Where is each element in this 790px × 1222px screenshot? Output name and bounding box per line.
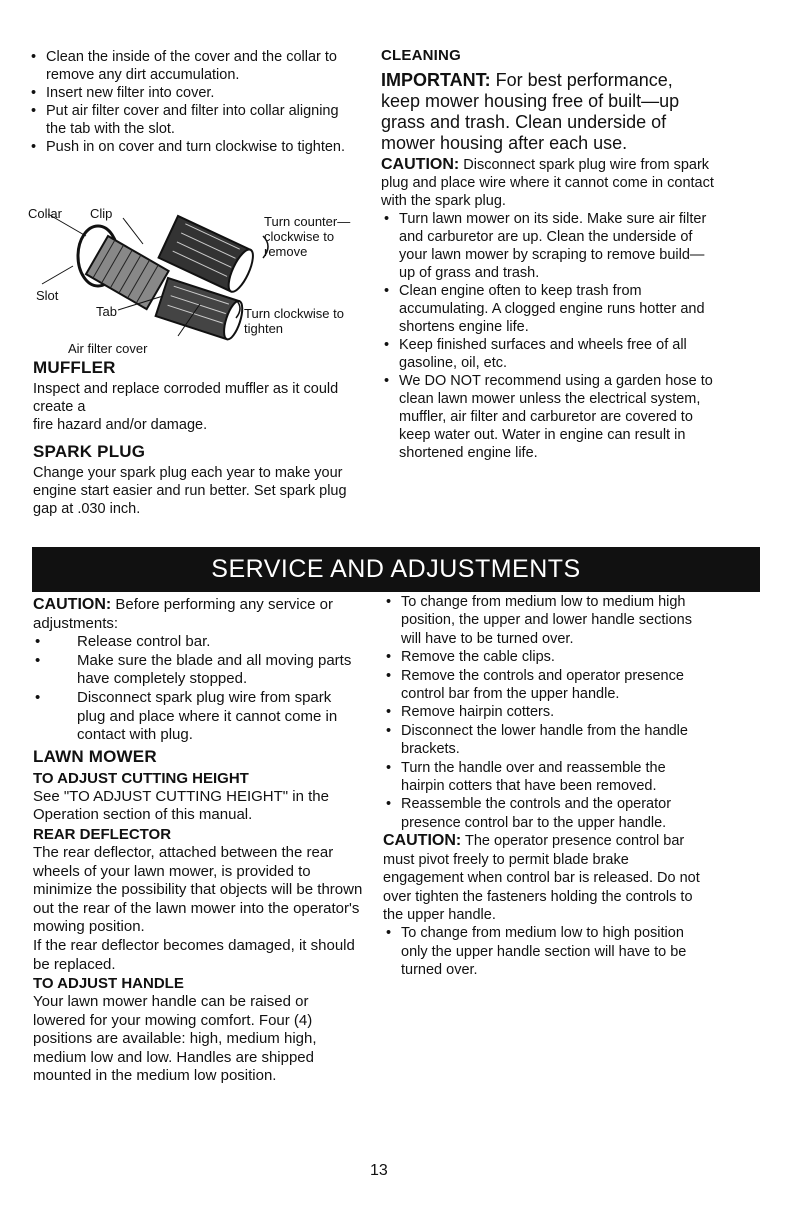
list-item: • Remove hairpin cotters. [383,703,713,721]
rear-deflector-text: The rear deflector, attached between the rear wheels of your lawn mower, is provided to minimize the possibility that objects will be thrown out the rear of the lawn mower into the operator's mowing position. [33,843,363,936]
page-number: 13 [370,1162,388,1179]
list-item: • Reassemble the controls and the operator presence control bar to the upper handle. [383,795,713,832]
cutting-height-text: See "TO ADJUST CUTTING HEIGHT" in the Operation section of this manual. [33,787,329,824]
label-clip: Clip [90,206,113,221]
list-item: • Push in on cover and turn clockwise to tighten. [28,138,346,156]
list-item: • Insert new filter into cover. [28,84,346,102]
cleaning-heading: CLEANING [381,47,461,64]
list-item: • Remove the controls and operator presence control bar from the upper handle. [383,667,713,704]
list-item: • Put air filter cover and filter into collar aligning the tab with the slot. [28,102,346,138]
lawn-mower-heading: LAWN MOWER [33,746,157,766]
caution-label: CAUTION: [33,596,112,613]
list-item: • Remove the cable clips. [383,648,713,666]
list-item: • We DO NOT recommend using a garden hose to clean lawn mower unless the electrical system, muffler, air filter and carburetor are covered to keep water out. Water in engine can result in shortened engine life. [381,372,716,462]
service-right-column [383,593,713,980]
rear-deflector-heading: REAR DEFLECTOR [33,825,172,843]
label-turn-cw: Turn clockwise to tighten [244,306,344,336]
service-caution [33,596,363,633]
air-filter-figure [28,196,358,356]
muffler-heading: MUFFLER [33,358,116,377]
list-item: • Keep finished surfaces and wheels free of all gasoline, oil, etc. [381,336,716,372]
label-collar: Collar [28,206,62,221]
list-item: • To change from medium low to high position only the upper handle section will have to be turned over. [383,924,713,979]
spark-plug-heading: SPARK PLUG [33,442,146,461]
handle-caution [383,832,713,924]
caution-text: Disconnect spark plug wire from spark plug and place wire where it cannot come in contact with the spark plug. [381,157,714,209]
cleaning-caution [381,156,716,210]
muffler-text-line-1: Inspect and replace corroded muffler as it could create a [33,381,339,415]
list-item: • Release control bar. [33,633,363,652]
adjust-handle-heading: TO ADJUST HANDLE [33,975,184,993]
adjust-handle-text: Your lawn mower handle can be raised or lowered for your mowing comfort. Four (4) positions are available: high, medium high, medium low and low. Handles are shipped mounted in the medium low position. [33,993,317,1085]
cutting-height-heading: TO ADJUST CUTTING HEIGHT [33,769,249,787]
muffler-text-line-2: fire hazard and/or damage. [33,417,208,433]
list-item: • Disconnect spark plug wire from spark plug and place where it cannot come in contact with plug. [33,689,363,745]
service-left-column [33,596,363,1086]
important-label: IMPORTANT: [381,70,491,90]
caution-label: CAUTION: [381,156,460,173]
list-item: • Make sure the blade and all moving parts have completely stopped. [33,652,363,689]
label-slot: Slot [36,288,59,303]
label-tab: Tab [96,304,117,319]
label-air-filter-cover: Air filter cover [68,341,148,356]
list-item: • Turn lawn mower on its side. Make sure air filter and carburetor are up. Clean the underside of your lawn mower by scraping to remove build—up of grass and trash. [381,210,716,282]
cleaning-section [381,46,716,462]
section-banner: SERVICE AND ADJUSTMENTS [32,547,760,592]
filter-steps-list [28,48,346,156]
list-item: • Clean engine often to keep trash from accumulating. A clogged engine runs hotter and shortens engine life. [381,282,716,336]
spark-plug-text: Change your spark plug each year to make your engine start easier and run better. Set spark plug gap at .030 inch. [33,465,347,517]
caution-label: CAUTION: [383,832,462,850]
list-item: • Clean the inside of the cover and the collar to remove any dirt accumulation. [28,48,346,84]
rear-deflector-text-2: If the rear deflector becomes damaged, it should be replaced. [33,936,355,973]
list-item: • Disconnect the lower handle from the handle brackets. [383,722,713,759]
important-text: For best performance, keep mower housing free of built—up grass and trash. Clean underside of mower housing after each use. [381,70,680,153]
important-note [381,70,716,154]
list-item: • Turn the handle over and reassemble the hairpin cotters that have been removed. [383,759,713,796]
list-item: • To change from medium low to medium high position, the upper and lower handle sections will have to be turned over. [383,593,713,648]
muffler-section [33,358,353,434]
caution-text: Before performing any service or adjustments: [33,596,333,632]
label-turn-ccw: Turn counter— clockwise to remove [264,214,351,259]
caution-text: The operator presence control bar must pivot freely to permit blade brake engagement when control bar is released. Do not over tighten the fasteners holding the controls to the upper handle. [383,833,700,923]
spark-plug-section [33,442,351,518]
